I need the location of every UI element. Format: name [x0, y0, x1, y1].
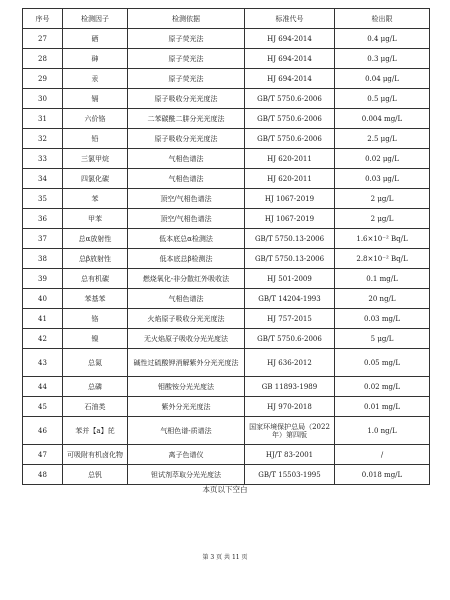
table-row: [23, 349, 430, 377]
cell-factor: 镉: [63, 89, 128, 109]
cell-no: 48: [23, 465, 63, 485]
cell-limit: 5 μg/L: [335, 329, 430, 349]
header-code: 标准代号: [245, 9, 335, 29]
cell-basis: 气相色谱法: [128, 169, 245, 189]
table-row: [23, 309, 430, 329]
cell-no: 40: [23, 289, 63, 309]
cell-factor: 铬: [63, 309, 128, 329]
cell-basis: 钼酸铵分光光度法: [128, 377, 245, 397]
cell-limit: 0.3 μg/L: [335, 49, 430, 69]
table-row: [23, 289, 430, 309]
table-row: [23, 69, 430, 89]
cell-code: HJ 694-2014: [245, 69, 335, 89]
cell-basis: 顶空/气相色谱法: [128, 209, 245, 229]
cell-basis: 气相色谱-质谱法: [128, 417, 245, 445]
cell-basis: 钽试剂萃取分光光度法: [128, 465, 245, 485]
cell-code: HJ 694-2014: [245, 49, 335, 69]
cell-no: 27: [23, 29, 63, 49]
cell-code: GB/T 5750.6-2006: [245, 89, 335, 109]
cell-code: HJ 636-2012: [245, 349, 335, 377]
table-row: [23, 29, 430, 49]
cell-no: 35: [23, 189, 63, 209]
cell-basis: 无火焰原子吸收分光光度法: [128, 329, 245, 349]
table-row: [23, 49, 430, 69]
table-row: [23, 169, 430, 189]
table-row: [23, 269, 430, 289]
end-of-page-note: 本页以下空白: [202, 485, 248, 494]
cell-factor: 甲苯: [63, 209, 128, 229]
cell-limit: /: [335, 445, 430, 465]
cell-code: GB/T 14204-1993: [245, 289, 335, 309]
cell-no: 38: [23, 249, 63, 269]
cell-factor: 苯基苯: [63, 289, 128, 309]
cell-code: HJ/T 83-2001: [245, 445, 335, 465]
cell-limit: 0.01 mg/L: [335, 397, 430, 417]
cell-basis: 原子荧光法: [128, 69, 245, 89]
header-factor: 检测因子: [63, 9, 128, 29]
cell-no: 43: [23, 349, 63, 377]
cell-code: HJ 620-2011: [245, 149, 335, 169]
cell-limit: 0.02 mg/L: [335, 377, 430, 397]
header-basis: 检测依据: [128, 9, 245, 29]
cell-factor: 总α放射性: [63, 229, 128, 249]
cell-basis: 气相色谱法: [128, 289, 245, 309]
table-row: [23, 249, 430, 269]
cell-no: 31: [23, 109, 63, 129]
table-row: [23, 189, 430, 209]
table-row: [23, 89, 430, 109]
cell-code: HJ 970-2018: [245, 397, 335, 417]
cell-no: 29: [23, 69, 63, 89]
cell-limit: 0.4 μg/L: [335, 29, 430, 49]
cell-factor: 可吸附有机卤化物: [63, 445, 128, 465]
cell-basis: 原子荧光法: [128, 29, 245, 49]
table-row: [23, 329, 430, 349]
cell-factor: 汞: [63, 69, 128, 89]
cell-limit: 1.6×10⁻² Bq/L: [335, 229, 430, 249]
cell-factor: 总β放射性: [63, 249, 128, 269]
cell-no: 39: [23, 269, 63, 289]
table-row: [23, 149, 430, 169]
cell-no: 34: [23, 169, 63, 189]
cell-limit: 0.03 μg/L: [335, 169, 430, 189]
cell-factor: 总钒: [63, 465, 128, 485]
cell-basis: 二苯碳酰二肼分光光度法: [128, 109, 245, 129]
cell-limit: 2 μg/L: [335, 189, 430, 209]
cell-no: 42: [23, 329, 63, 349]
cell-no: 46: [23, 417, 63, 445]
cell-factor: 总氮: [63, 349, 128, 377]
table-row: [23, 397, 430, 417]
cell-code: HJ 1067-2019: [245, 209, 335, 229]
cell-factor: 三氯甲烷: [63, 149, 128, 169]
cell-limit: 2.5 μg/L: [335, 129, 430, 149]
cell-factor: 六价铬: [63, 109, 128, 129]
cell-limit: 0.04 μg/L: [335, 69, 430, 89]
cell-code: GB/T 15503-1995: [245, 465, 335, 485]
cell-factor: 苯并【a】芘: [63, 417, 128, 445]
table-row: [23, 229, 430, 249]
cell-no: 37: [23, 229, 63, 249]
cell-no: 47: [23, 445, 63, 465]
cell-limit: 1.0 ng/L: [335, 417, 430, 445]
cell-code: GB/T 5750.13-2006: [245, 229, 335, 249]
cell-code: HJ 620-2011: [245, 169, 335, 189]
cell-factor: 硒: [63, 29, 128, 49]
cell-no: 41: [23, 309, 63, 329]
cell-no: 28: [23, 49, 63, 69]
table-row: [23, 417, 430, 445]
cell-basis: 离子色谱仪: [128, 445, 245, 465]
cell-code: GB/T 5750.13-2006: [245, 249, 335, 269]
cell-factor: 镍: [63, 329, 128, 349]
cell-code: HJ 757-2015: [245, 309, 335, 329]
cell-code: GB 11893-1989: [245, 377, 335, 397]
page-footer: 第 3 页 共 11 页: [202, 554, 248, 561]
cell-limit: 0.5 μg/L: [335, 89, 430, 109]
cell-factor: 苯: [63, 189, 128, 209]
cell-code: GB/T 5750.6-2006: [245, 329, 335, 349]
cell-no: 33: [23, 149, 63, 169]
table-row: [23, 129, 430, 149]
cell-code: HJ 1067-2019: [245, 189, 335, 209]
cell-basis: 原子吸收分光光度法: [128, 129, 245, 149]
table-header-row: [23, 9, 430, 29]
cell-no: 32: [23, 129, 63, 149]
cell-basis: 低本底总β检测法: [128, 249, 245, 269]
cell-code: HJ 694-2014: [245, 29, 335, 49]
cell-basis: 原子荧光法: [128, 49, 245, 69]
cell-no: 45: [23, 397, 63, 417]
cell-basis: 原子吸收分光光度法: [128, 89, 245, 109]
cell-no: 44: [23, 377, 63, 397]
header-limit: 检出限: [335, 9, 430, 29]
cell-basis: 燃烧氧化-非分散红外吸收法: [128, 269, 245, 289]
cell-factor: 铅: [63, 129, 128, 149]
cell-basis: 顶空/气相色谱法: [128, 189, 245, 209]
cell-factor: 总有机碳: [63, 269, 128, 289]
cell-basis: 火焰原子吸收分光光度法: [128, 309, 245, 329]
cell-code: HJ 501-2009: [245, 269, 335, 289]
table-row: [23, 445, 430, 465]
cell-basis: 低本底总α检测法: [128, 229, 245, 249]
cell-no: 30: [23, 89, 63, 109]
cell-limit: 0.004 mg/L: [335, 109, 430, 129]
cell-limit: 2.8×10⁻² Bq/L: [335, 249, 430, 269]
table-row: [23, 109, 430, 129]
cell-no: 36: [23, 209, 63, 229]
cell-basis: 碱性过硫酸钾消解紫外分光光度法: [128, 349, 245, 377]
cell-basis: 气相色谱法: [128, 149, 245, 169]
cell-limit: 0.1 mg/L: [335, 269, 430, 289]
cell-limit: 0.03 mg/L: [335, 309, 430, 329]
cell-limit: 0.02 μg/L: [335, 149, 430, 169]
cell-basis: 紫外分光光度法: [128, 397, 245, 417]
cell-factor: 石油类: [63, 397, 128, 417]
detection-limits-table: [22, 8, 430, 485]
header-no: 序号: [23, 9, 63, 29]
cell-code: GB/T 5750.6-2006: [245, 129, 335, 149]
table-body: [23, 29, 430, 485]
table-row: [23, 465, 430, 485]
cell-limit: 0.05 mg/L: [335, 349, 430, 377]
cell-factor: 四氯化碳: [63, 169, 128, 189]
cell-code: GB/T 5750.6-2006: [245, 109, 335, 129]
table-row: [23, 209, 430, 229]
cell-limit: 0.018 mg/L: [335, 465, 430, 485]
table-row: [23, 377, 430, 397]
cell-code: 国家环境保护总局（2022年）第四版: [245, 417, 335, 445]
cell-factor: 总磷: [63, 377, 128, 397]
cell-limit: 2 μg/L: [335, 209, 430, 229]
cell-factor: 砷: [63, 49, 128, 69]
cell-limit: 20 ng/L: [335, 289, 430, 309]
